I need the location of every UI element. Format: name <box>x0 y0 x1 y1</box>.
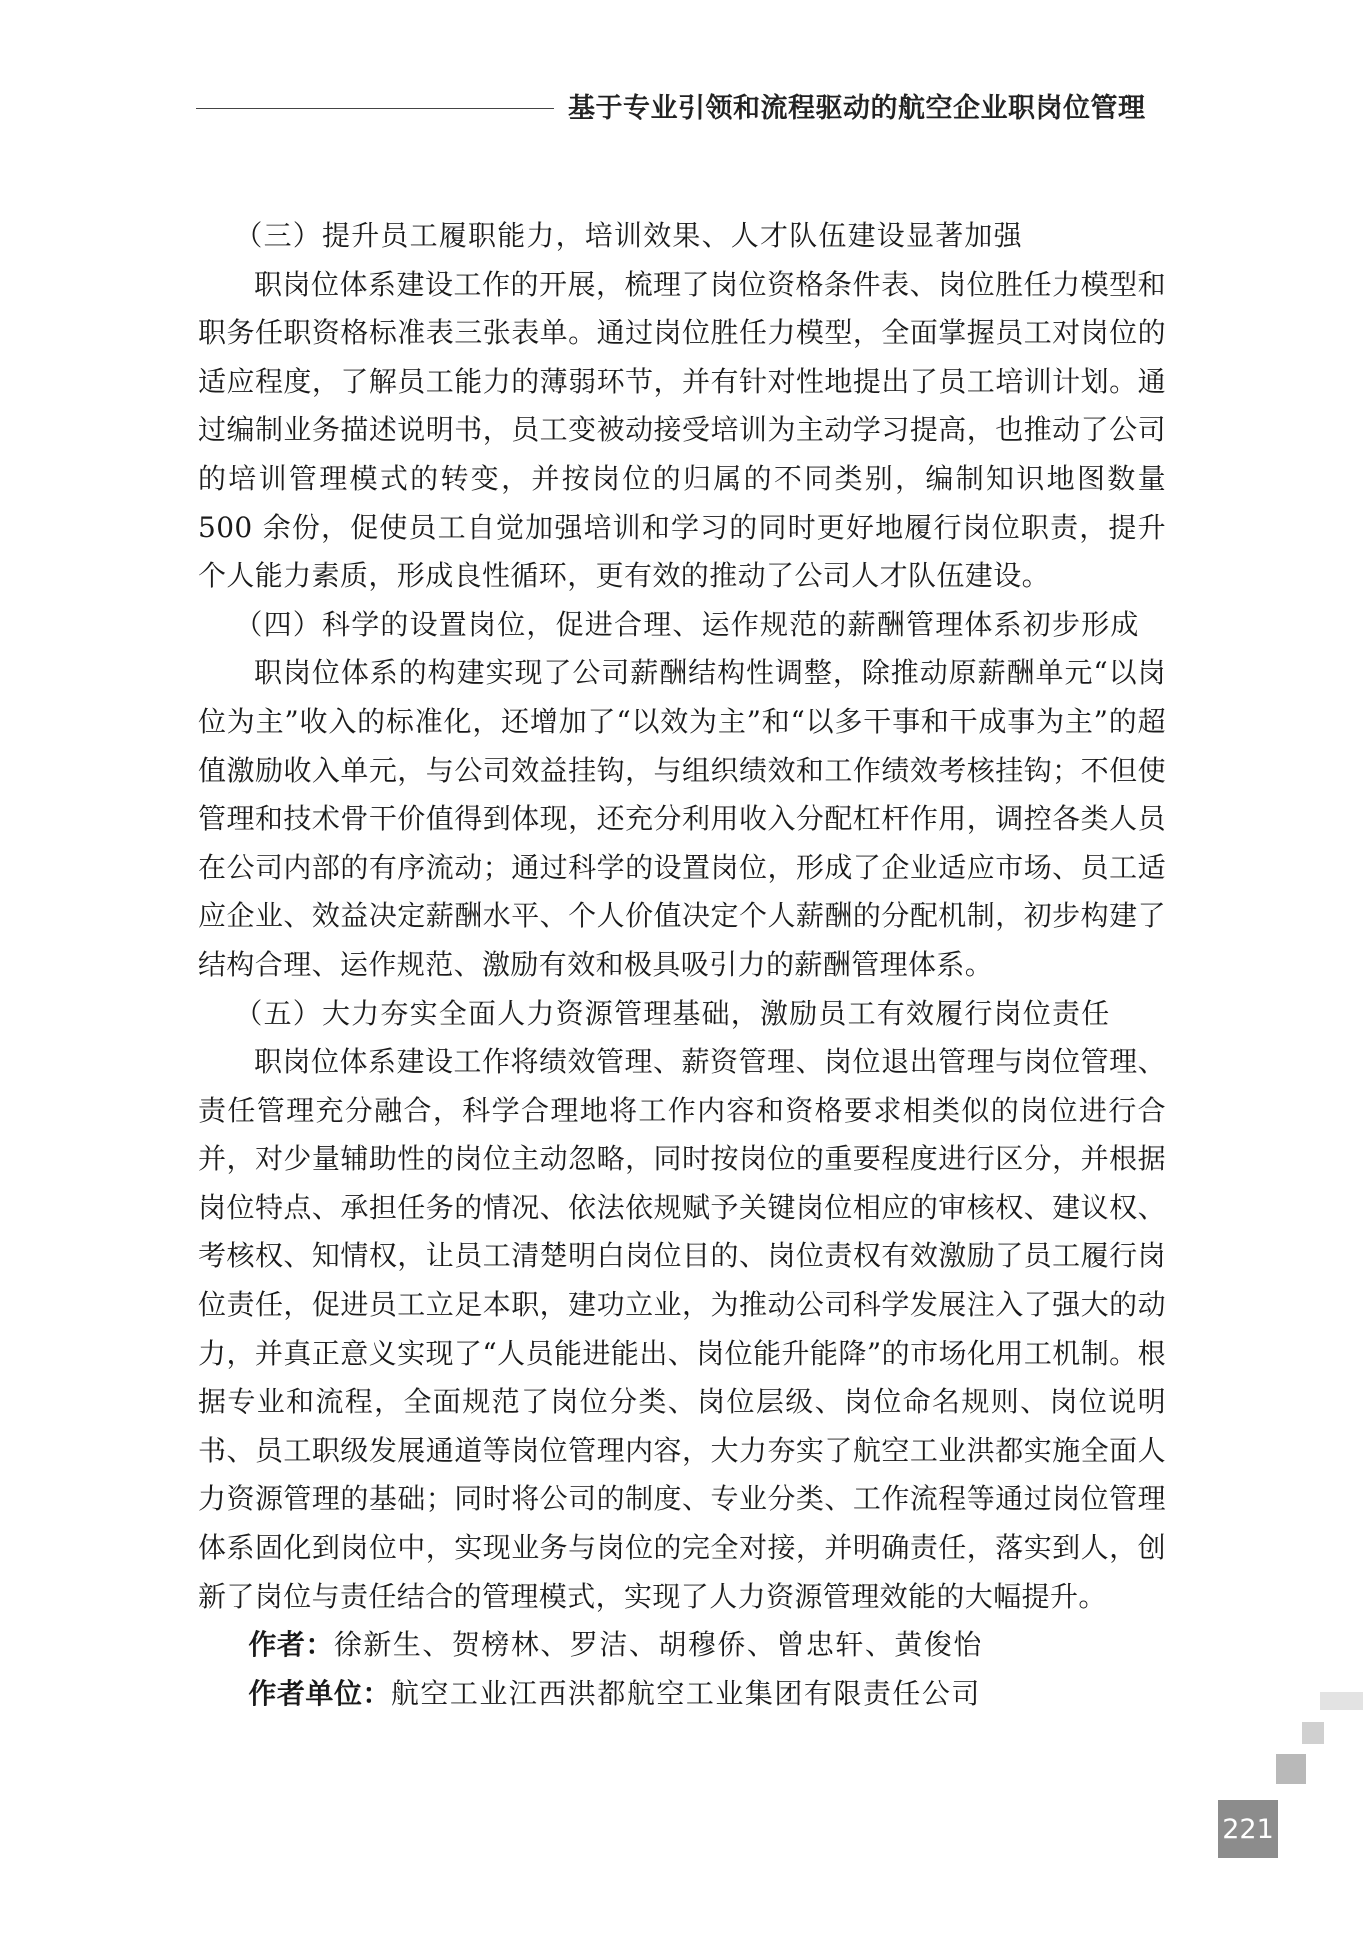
author-line <box>198 1621 1166 1670</box>
page-number: 221 <box>1218 1800 1278 1858</box>
decorative-square <box>1320 1692 1363 1710</box>
author-names: 徐新生、贺榜林、罗洁、胡穆侨、曾忠轩、黄俊怡 <box>333 1628 983 1662</box>
decorative-square <box>1302 1722 1324 1744</box>
running-title: 基于专业引领和流程驱动的航空企业职岗位管理 <box>568 93 1146 124</box>
affiliation-line <box>198 1670 1166 1719</box>
author-label: 作者： <box>248 1628 334 1662</box>
header-rule <box>196 108 554 109</box>
affiliation-label: 作者单位： <box>248 1676 391 1710</box>
section-heading-3: （三）提升员工履职能力，培训效果、人才队伍建设显著加强 <box>234 219 1023 252</box>
decorative-square <box>1276 1754 1306 1784</box>
article-body <box>198 212 1166 1718</box>
section-paragraph-5: 职岗位体系建设工作将绩效管理、薪资管理、岗位退出管理与岗位管理、责任管理充分融合，科学合理地将工作内容和资格要求相类似的岗位进行合并，对少量辅助性的岗位主动忽略，同时按岗位的重要程度进行区分，并根据岗位特点、承担任务的情况、依法依规赋予关键岗位相应的审核权、建议权、考核权、知情权，让员工清楚明白岗位目的、岗位责权有效激励了员工履行岗位责任，促进员工立足本职，建功立业，为推动公司科学发展注入了强大的动力，并真正意义实现了“人员能进能出、岗位能升能降”的市场化用工机制。根据专业和流程，全面规范了岗位分类、岗位层级、岗位命名规则、岗位说明书、员工职级发展通道等岗位管理内容，大力夯实了航空工业洪都实施全面人力资源管理的基础；同时将公司的制度、专业分类、工作流程等通过岗位管理体系固化到岗位中，实现业务与岗位的完全对接，并明确责任，落实到人，创新了岗位与责任结合的管理模式，实现了人力资源管理效能的大幅提升。 <box>198 1045 1166 1613</box>
section-paragraph-3: 职岗位体系建设工作的开展，梳理了岗位资格条件表、岗位胜任力模型和职务任职资格标准表三张表单。通过岗位胜任力模型，全面掌握员工对岗位的适应程度，了解员工能力的薄弱环节，并有针对性地提出了员工培训计划。通过编制业务描述说明书，员工变被动接受培训为主动学习提高，也推动了公司的培训管理模式的转变，并按岗位的归属的不同类别，编制知识地图数量 500 余份，促使员工自觉加强培训和学习的同时更好地履行岗位职责，提升个人能力素质，形成良性循环，更有效的推动了公司人才队伍建设。 <box>198 267 1166 593</box>
section-heading-4: （四）科学的设置岗位，促进合理、运作规范的薪酬管理体系初步形成 <box>234 607 1140 641</box>
affiliation-value: 航空工业江西洪都航空工业集团有限责任公司 <box>390 1676 981 1710</box>
section-heading-5: （五）大力夯实全面人力资源管理基础，激励员工有效履行岗位责任 <box>234 996 1111 1030</box>
section-paragraph-4: 职岗位体系的构建实现了公司薪酬结构性调整，除推动原薪酬单元“以岗位为主”收入的标准化，还增加了“以效为主”和“以多干事和干成事为主”的超值激励收入单元，与公司效益挂钩，与组织绩效和工作绩效考核挂钩；不但使管理和技术骨干价值得到体现，还充分利用收入分配杠杆作用，调控各类人员在公司内部的有序流动；通过科学的设置岗位，形成了企业适应市场、员工适应企业、效益决定薪酬水平、个人价值决定个人薪酬的分配机制，初步构建了结构合理、运作规范、激励有效和极具吸引力的薪酬管理体系。 <box>198 656 1166 981</box>
